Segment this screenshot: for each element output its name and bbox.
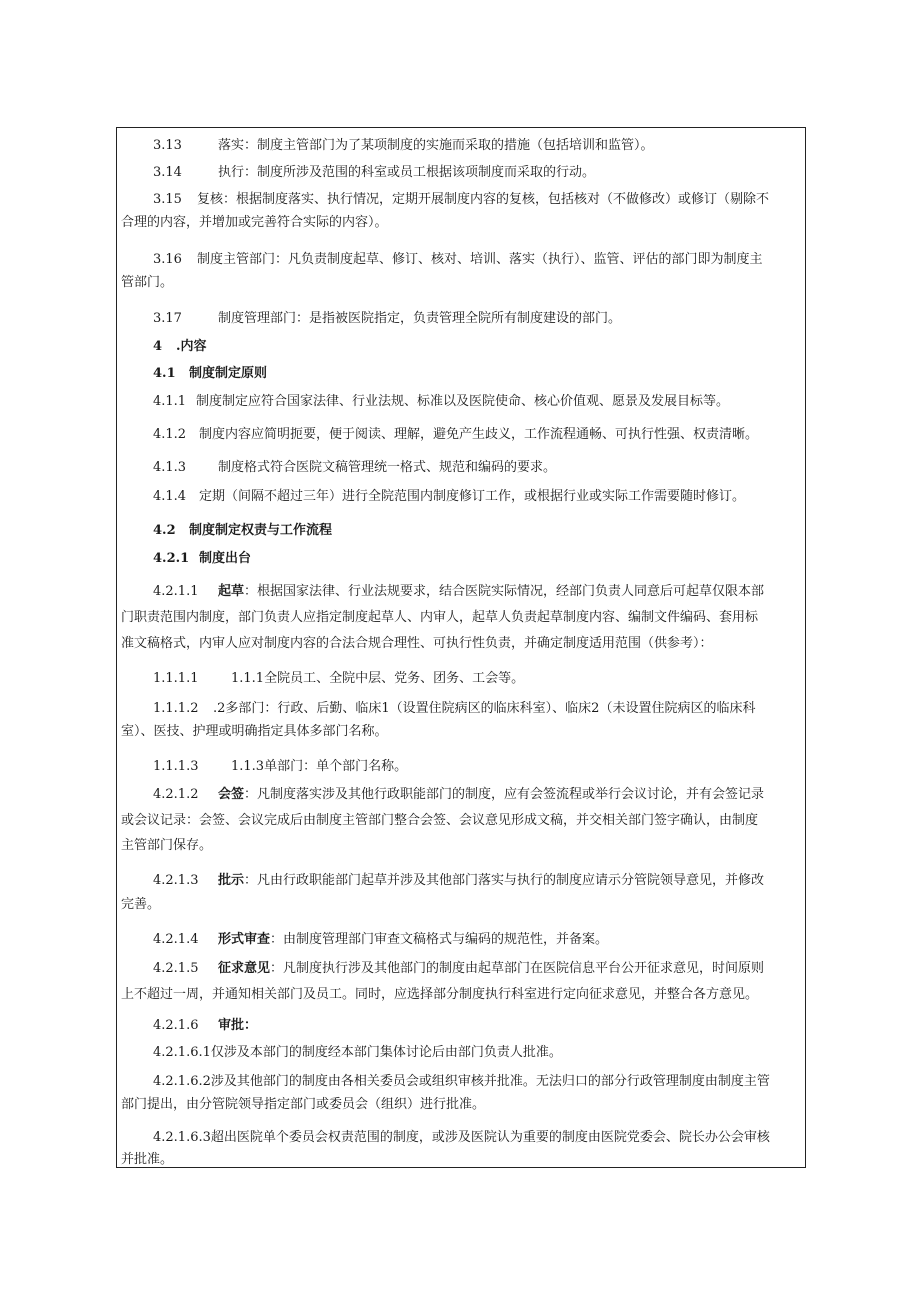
- clause-number: 3.13: [153, 138, 182, 153]
- scope-text-line2: 室）、医技、护理或明确指定具体多部门名称。: [121, 724, 388, 739]
- clause-number: 3.16: [153, 252, 182, 267]
- scope-text-line1: .2多部门：行政、后勤、临床1（设置住院病区的临床科室）、临床2（未设置住院病区的临床科: [213, 701, 756, 716]
- clause-text: 落实：制度主管部门为了某项制度的实施而采取的措施（包括培训和监管）。: [218, 138, 654, 153]
- document-frame: [116, 127, 806, 1168]
- clause-text-line2: 上不超过一周，并通知相关部门及员工。同时，应选择部分制度执行科室进行定向征求意见，并整合各方意见。: [121, 987, 759, 1002]
- approval-text-line1: 4.2.1.6.3超出医院单个委员会权责范围的制度，或涉及医院认为重要的制度由医院党委会、院长办公会审核: [153, 1130, 770, 1145]
- scope-number: 1.1.1.2: [153, 701, 199, 716]
- clause-label: 起草: [218, 584, 245, 599]
- clause-number: 3.17: [153, 311, 182, 326]
- clause-number: 4.2.1.1: [153, 584, 199, 599]
- clause-text-line1: ：根据国家法律、行业法规要求，结合医院实际情况，经部门负责人同意后可起草仅限本部: [244, 584, 765, 599]
- clause-number: 3.15: [153, 192, 182, 207]
- clause-colon: ：: [244, 1018, 258, 1033]
- clause-text: 制度管理部门：是指被医院指定，负责管理全院所有制度建设的部门。: [218, 311, 622, 326]
- clause-number: 4.2.1.3: [153, 873, 199, 888]
- clause-text-line1: ：凡制度执行涉及其他部门的制度由起草部门在医院信息平台公开征求意见，时间原则: [270, 961, 765, 976]
- clause-text-line2: 合理的内容，并增加或完善符合实际的内容）。: [121, 215, 388, 230]
- clause-text-line2: 或会议记录：会签、会议完成后由制度主管部门整合会签、会议意见形成文稿，并交相关部门签字确认，由制度: [121, 813, 759, 828]
- clause-text-line1: ：由制度管理部门审查文稿格式与编码的规范性，并备案。: [270, 932, 609, 947]
- clause-text-line2: 管部门。: [121, 275, 174, 290]
- clause-text-line3: 主管部门保存。: [121, 838, 213, 853]
- clause-label: 会签: [218, 787, 245, 802]
- clause-number: 4.2.1.4: [153, 932, 199, 947]
- section-title: 制度制定权责与工作流程: [189, 523, 333, 538]
- clause-number: 4.2.1.6: [153, 1018, 199, 1033]
- clause-label: 征求意见: [218, 961, 271, 976]
- clause-number: 4.1.4: [153, 489, 187, 504]
- clause-text-line1: ：凡由行政职能部门起草并涉及其他部门落实与执行的制度应请示分管院领导意见，并修改: [244, 873, 765, 888]
- clause-text-line2: 完善。: [121, 897, 161, 912]
- clause-text-line2: 门职责范围内制度，部门负责人应指定制度起草人、内审人，起草人负责起草制度内容、编制文件编码、套用标: [121, 610, 759, 625]
- section-title: 制度出台: [199, 551, 252, 566]
- section-title: 制度制定原则: [189, 366, 268, 381]
- scope-text: 1.1.1全院员工、全院中层、党务、团务、工会等。: [231, 671, 525, 686]
- clause-text-line1: 复核：根据制度落实、执行情况，定期开展制度内容的复核，包括核对（不做修改）或修订（剔除不: [197, 192, 770, 207]
- scope-number: 1.1.1.3: [153, 759, 199, 774]
- clause-number: 4.2.1.2: [153, 787, 199, 802]
- clause-text: 制度内容应简明扼要，便于阅读、理解，避免产生歧义，工作流程通畅、可执行性强、权责清晰。: [199, 427, 759, 442]
- clause-number: 4.2.1.5: [153, 961, 199, 976]
- section-number: 4.2: [153, 523, 176, 538]
- clause-number: 4.1.3: [153, 460, 187, 475]
- scope-text: 1.1.3单部门：单个部门名称。: [231, 759, 408, 774]
- approval-text-line1: 4.2.1.6.1仅涉及本部门的制度经本部门集体讨论后由部门负责人批准。: [153, 1045, 562, 1060]
- clause-text: 制度制定应符合国家法律、行业法规、标准以及医院使命、核心价值观、愿景及发展目标等。: [196, 394, 730, 409]
- section-number: 4.1: [153, 366, 176, 381]
- section-number: 4.2.1: [153, 551, 190, 566]
- clause-label: 审批: [218, 1018, 245, 1033]
- clause-text: 定期（间隔不超过三年）进行全院范围内制度修订工作，或根据行业或实际工作需要随时修订。: [199, 489, 746, 504]
- approval-text-line2: 部门提出，由分管院领导指定部门或委员会（组织）进行批准。: [121, 1097, 486, 1112]
- clause-label: 形式审查: [218, 932, 271, 947]
- clause-text-line1: 制度主管部门：凡负责制度起草、修订、核对、培训、落实（执行）、监管、评估的部门即为制度主: [197, 252, 763, 267]
- clause-number: 4.1.2: [153, 427, 187, 442]
- section-title: .内容: [176, 339, 207, 354]
- clause-number: 3.14: [153, 165, 182, 180]
- scope-number: 1.1.1.1: [153, 671, 199, 686]
- clause-text-line1: ：凡制度落实涉及其他行政职能部门的制度，应有会签流程或举行会议讨论，并有会签记录: [244, 787, 765, 802]
- clause-text-line3: 准文稿格式，内审人应对制度内容的合法合规合理性、可执行性负责，并确定制度适用范围（供参考）：: [121, 636, 713, 651]
- approval-text-line2: 并批准。: [121, 1152, 174, 1167]
- clause-number: 4.1.1: [153, 394, 187, 409]
- approval-text-line1: 4.2.1.6.2涉及其他部门的制度由各相关委员会或组织审核并批准。无法归口的部分行政管理制度由制度主管: [153, 1074, 770, 1089]
- clause-text: 制度格式符合医院文稿管理统一格式、规范和编码的要求。: [218, 460, 557, 475]
- section-number: 4: [153, 339, 163, 354]
- clause-text: 执行：制度所涉及范围的科室或员工根据该项制度而采取的行动。: [218, 165, 596, 180]
- clause-label: 批示: [218, 873, 245, 888]
